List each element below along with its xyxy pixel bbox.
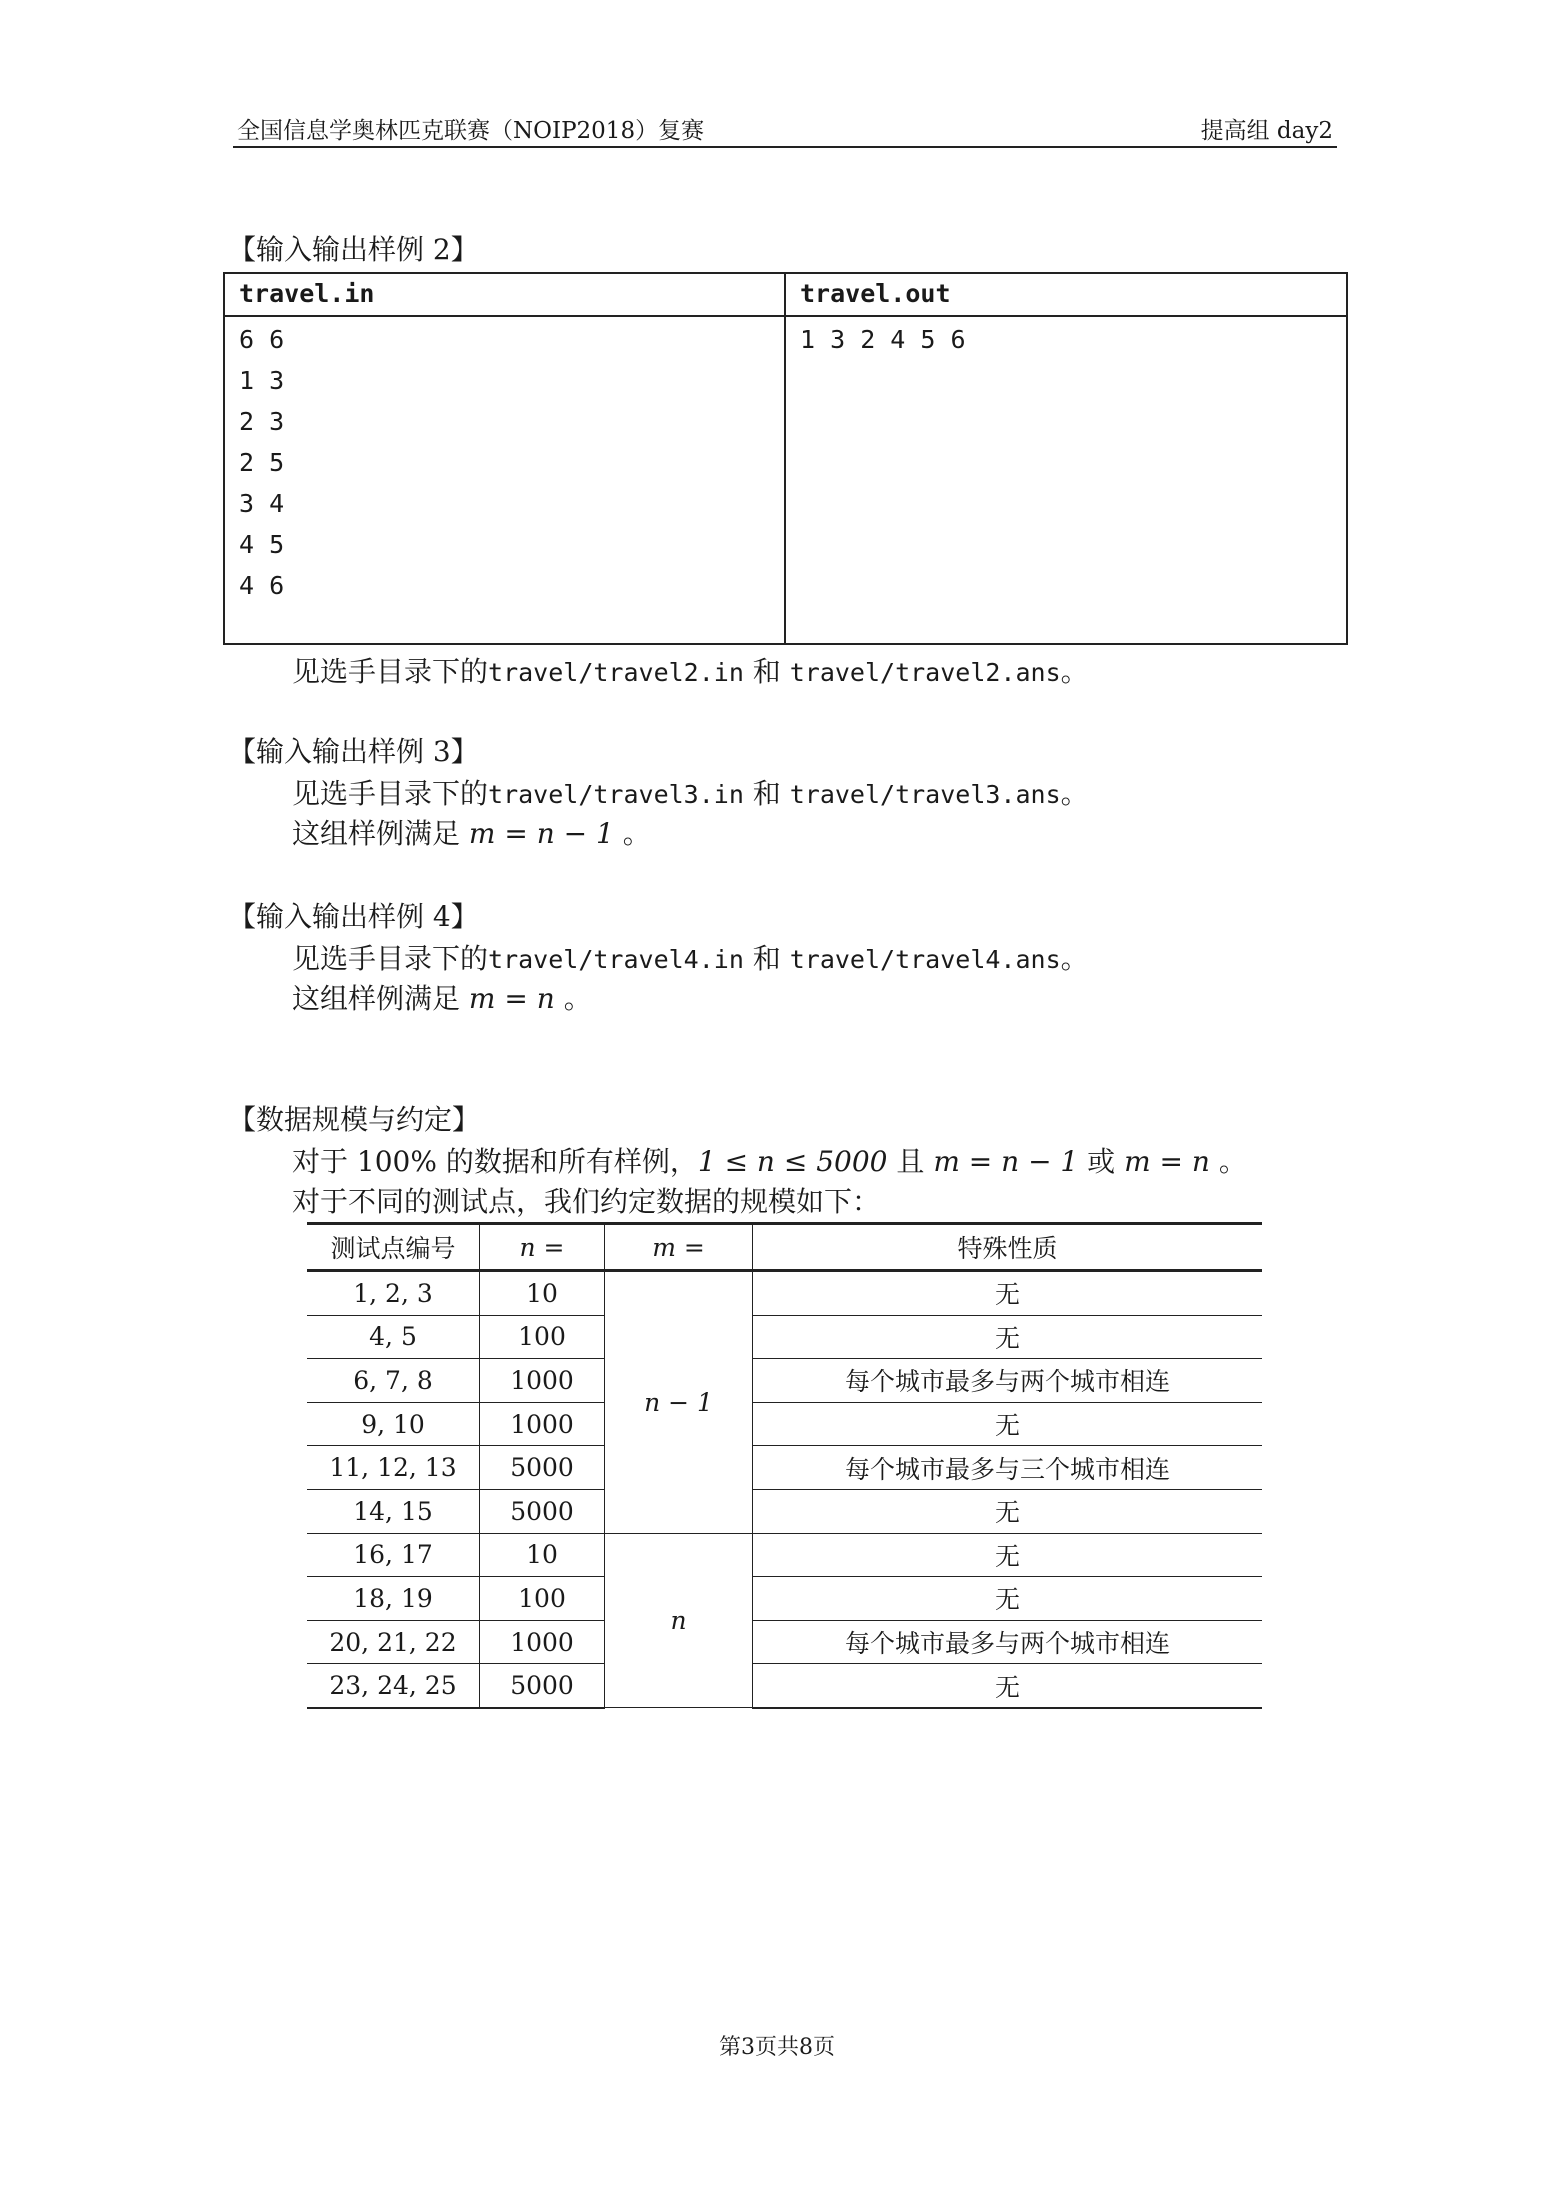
c1-c: 或 [1087,1145,1116,1178]
cond-prefix: 这组样例满足 [292,817,461,850]
sample4-note [292,937,1089,977]
header-m: m = [605,1224,753,1271]
cond-end: 。 [622,817,651,850]
cell-prop: 无 [753,1577,1263,1621]
note-ans-file: travel/travel2.ans [789,658,1061,687]
cell-prop: 每个城市最多与两个城市相连 [753,1620,1263,1664]
cell-ids: 1, 2, 3 [307,1271,480,1316]
header-prop: 特殊性质 [753,1224,1263,1271]
constraints-line1 [292,1140,1247,1180]
cell-prop: 每个城市最多与三个城市相连 [753,1446,1263,1490]
table-header-row [307,1224,1262,1271]
cond-end: 。 [563,982,592,1015]
table-row [307,1489,1262,1533]
cell-n: 100 [480,1577,605,1621]
cell-n: 5000 [480,1664,605,1708]
header-n: n = [480,1224,605,1271]
sample2-io-box [223,272,1348,645]
note-prefix: 见选手目录下的 [292,777,489,810]
cell-ids: 20, 21, 22 [307,1620,480,1664]
note-and: 和 [752,655,781,688]
input-line: 4 6 [239,571,285,600]
cell-prop: 每个城市最多与两个城市相连 [753,1359,1263,1403]
cell-prop: 无 [753,1402,1263,1446]
sample3-condition [292,812,651,852]
note-in-file: travel/travel3.in [488,780,744,809]
input-line: 1 3 [239,366,285,395]
table-row [307,1315,1262,1359]
input-line: 4 5 [239,530,285,559]
table-row [307,1664,1262,1708]
sample2-output-column [786,274,1346,643]
cell-ids: 9, 10 [307,1402,480,1446]
sample2-title: 【输入输出样例 2】 [228,233,479,266]
cell-prop: 无 [753,1489,1263,1533]
cell-prop: 无 [753,1315,1263,1359]
page-header [233,110,1337,148]
table-row [307,1577,1262,1621]
input-line: 6 6 [239,325,285,354]
cell-ids: 6, 7, 8 [307,1359,480,1403]
sample2-output-label: travel.out [786,274,1346,317]
note-and: 和 [752,942,781,975]
table-row [307,1620,1262,1664]
cell-n: 10 [480,1271,605,1316]
note-end: 。 [1060,655,1089,688]
output-line: 1 3 2 4 5 6 [800,325,966,354]
cell-n: 5000 [480,1489,605,1533]
sample2-input-column [225,274,786,643]
note-ans-file: travel/travel3.ans [789,780,1061,809]
c1-a: 对于 100% 的数据和所有样例， [292,1145,698,1178]
cell-prop: 无 [753,1533,1263,1577]
header-group: 提高组 day2 [1200,118,1333,144]
cond-prefix: 这组样例满足 [292,982,461,1015]
cell-ids: 11, 12, 13 [307,1446,480,1490]
sample2-input-label: travel.in [225,274,784,317]
c1-math2: m = n − 1 [933,1145,1079,1178]
note-prefix: 见选手目录下的 [292,655,489,688]
cell-ids: 4, 5 [307,1315,480,1359]
note-in-file: travel/travel4.in [488,945,744,974]
cell-n: 1000 [480,1402,605,1446]
cell-ids: 16, 17 [307,1533,480,1577]
cell-prop: 无 [753,1664,1263,1708]
sample2-note [292,650,1089,690]
sample4-condition [292,977,592,1017]
input-line: 2 5 [239,448,285,477]
cond-math: m = n [468,982,555,1015]
sample3-title: 【输入输出样例 3】 [228,735,479,768]
note-ans-file: travel/travel4.ans [789,945,1061,974]
sample4-title: 【输入输出样例 4】 [228,900,479,933]
cell-n: 1000 [480,1620,605,1664]
scale-table [307,1222,1262,1709]
sample2-input-lines [225,317,784,606]
cell-ids: 18, 19 [307,1577,480,1621]
cell-n: 100 [480,1315,605,1359]
table-row [307,1533,1262,1577]
c1-b: 且 [896,1145,925,1178]
header-ids: 测试点编号 [307,1224,480,1271]
constraints-line2: 对于不同的测试点，我们约定数据的规模如下： [292,1185,881,1218]
constraints-title: 【数据规模与约定】 [228,1103,481,1136]
cell-n: 1000 [480,1359,605,1403]
cell-m-group2: n [605,1533,753,1708]
c1-end: 。 [1218,1145,1247,1178]
table-row [307,1402,1262,1446]
input-line: 3 4 [239,489,285,518]
cell-n: 10 [480,1533,605,1577]
note-in-file: travel/travel2.in [488,658,744,687]
cell-prop: 无 [753,1271,1263,1316]
cond-math: m = n − 1 [468,817,614,850]
sample3-note [292,772,1089,812]
note-end: 。 [1060,777,1089,810]
page-footer: 第3页共8页 [719,2035,835,2060]
c1-math1: 1 ≤ n ≤ 5000 [697,1145,888,1178]
table-row [307,1359,1262,1403]
cell-n: 5000 [480,1446,605,1490]
cell-ids: 14, 15 [307,1489,480,1533]
sample2-output-lines [786,317,1346,360]
note-prefix: 见选手目录下的 [292,942,489,975]
cell-ids: 23, 24, 25 [307,1664,480,1708]
input-line: 2 3 [239,407,285,436]
note-and: 和 [752,777,781,810]
header-title: 全国信息学奥林匹克联赛（NOIP2018）复赛 [237,118,705,144]
table-row [307,1446,1262,1490]
table-row [307,1271,1262,1316]
note-end: 。 [1060,942,1089,975]
c1-math3: m = n [1124,1145,1210,1178]
cell-m-group1: n − 1 [605,1271,753,1534]
